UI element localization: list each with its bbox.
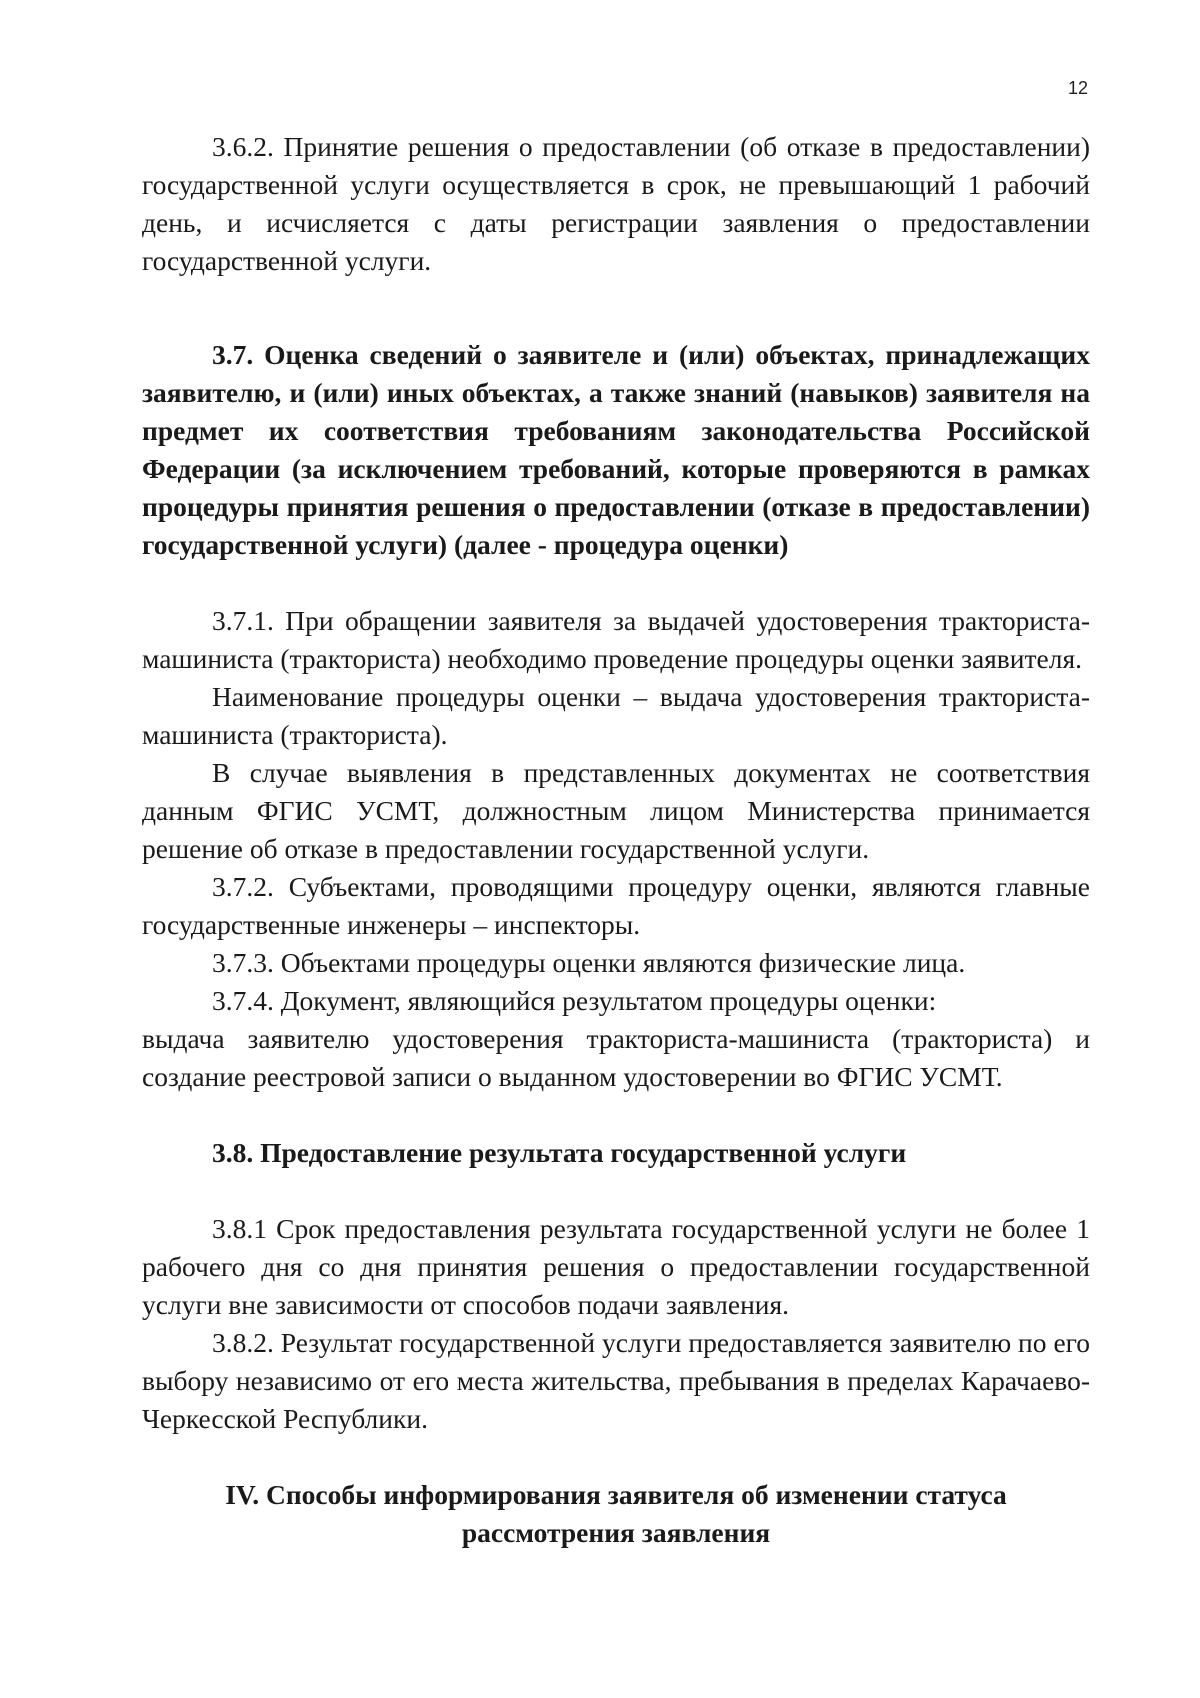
spacer	[142, 1172, 1090, 1210]
document-body	[142, 128, 1090, 1552]
spacer	[142, 1096, 1090, 1134]
paragraph-3-7-1: 3.7.1. При обращении заявителя за выдачей удостоверения тракториста-машиниста (тракториста) необходимо проведение процедуры оценки заявителя.	[142, 605, 1090, 674]
chapter-heading-iv: IV. Способы информирования заявителя об изменении статуса рассмотрения заявления	[225, 1479, 1007, 1548]
paragraph-3-8-1: 3.8.1 Срок предоставления результата государственной услуги не более 1 рабочего дня со дня принятия решения о предоставлении государственной услуги вне зависимости от способов подачи заявления.	[142, 1213, 1090, 1320]
paragraph-3-8-2: 3.8.2. Результат государственной услуги предоставляется заявителю по его выбору независимо от его места жительства, пребывания в пределах Карачаево-Черкесской Республики.	[142, 1327, 1090, 1434]
spacer	[142, 1438, 1090, 1476]
page-number: 12	[1067, 78, 1088, 98]
paragraph-3-7-4: 3.7.4. Документ, являющийся результатом процедуры оценки:	[212, 985, 937, 1016]
paragraph-mismatch-case: В случае выявления в представленных документах не соответствия данным ФГИС УСМТ, должностным лицом Министерства принимается решение об отказе в предоставлении государственной услуги.	[142, 757, 1090, 864]
spacer	[142, 280, 1090, 336]
section-heading-3-7: 3.7. Оценка сведений о заявителе и (или) объектах, принадлежащих заявителю, и (или) иных объектах, а также знаний (навыков) заявителя на предмет их соответствия требованиям законодательства Российской Федерации (за исключением требований, которые проверяются в рамках процедуры принятия решения о предоставлении (отказе в предоставлении) государственной услуги) (далее - процедура оценки)	[142, 339, 1090, 560]
paragraph-procedure-name: Наименование процедуры оценки – выдача удостоверения тракториста-машиниста (тракториста).	[142, 681, 1090, 750]
paragraph-3-7-3: 3.7.3. Объектами процедуры оценки являются физические лица.	[212, 947, 966, 978]
paragraph-3-7-2: 3.7.2. Субъектами, проводящими процедуру оценки, являются главные государственные инженеры – инспекторы.	[142, 871, 1090, 940]
paragraph-3-6-2: 3.6.2. Принятие решения о предоставлении (об отказе в предоставлении) государственной услуги осуществляется в срок, не превышающий 1 рабочий день, и исчисляется с даты регистрации заявления о предоставлении государственной услуги.	[142, 131, 1090, 276]
spacer	[142, 564, 1090, 602]
paragraph-3-7-4-continuation: выдача заявителю удостоверения тракториста-машиниста (тракториста) и создание реестровой записи о выданном удостоверении во ФГИС УСМТ.	[142, 1023, 1090, 1092]
section-heading-3-8: 3.8. Предоставление результата государственной услуги	[212, 1137, 907, 1168]
